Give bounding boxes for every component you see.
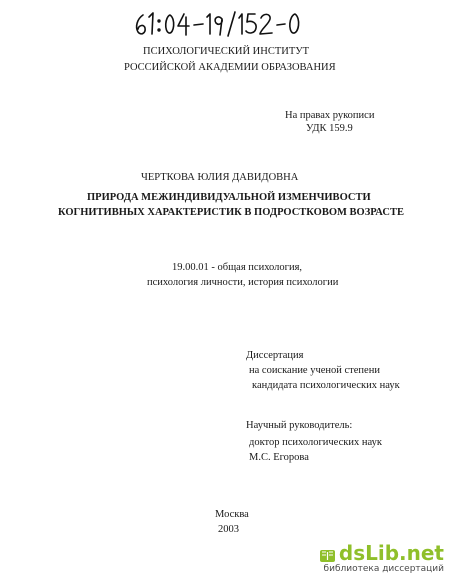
title-line-2: КОГНИТИВНЫХ ХАРАКТЕРИСТИК В ПОДРОСТКОВОМ ВОЗРАСТЕ	[58, 207, 404, 218]
watermark-logo	[319, 542, 444, 564]
author-name: ЧЕРТКОВА ЮЛИЯ ДАВИДОВНА	[141, 172, 299, 183]
degree-line-2: на соискание ученой степени	[249, 365, 380, 376]
specialty-line-2: психология личности, история психологии	[147, 277, 339, 288]
supervisor-name: М.С. Егорова	[249, 452, 309, 463]
handwritten-number-drawing	[132, 9, 304, 39]
city: Москва	[215, 509, 249, 520]
title-line-1: ПРИРОДА МЕЖИНДИВИДУАЛЬНОЙ ИЗМЕНЧИВОСТИ	[87, 192, 371, 203]
institute-line-2: РОССИЙСКОЙ АКАДЕМИИ ОБРАЗОВАНИЯ	[124, 62, 336, 73]
supervisor-label: Научный руководитель:	[246, 420, 353, 431]
degree-line-1: Диссертация	[246, 350, 304, 361]
manuscript-rights: На правах рукописи	[285, 110, 375, 121]
supervisor-degree: доктор психологических наук	[249, 437, 382, 448]
institute-line-1: ПСИХОЛОГИЧЕСКИЙ ИНСТИТУТ	[143, 46, 310, 57]
degree-line-3: кандидата психологических наук	[252, 380, 400, 391]
watermark-lib: Lib	[365, 541, 400, 565]
watermark	[323, 541, 444, 576]
specialty-line-1: 19.00.01 - общая психология,	[172, 262, 303, 273]
year: 2003	[218, 524, 239, 535]
book-icon	[319, 547, 336, 564]
handwritten-number	[132, 9, 304, 39]
watermark-net: .net	[399, 541, 444, 565]
udk-code: УДК 159.9	[306, 123, 353, 134]
watermark-ds: ds	[338, 541, 366, 565]
watermark-subtitle: библиотека диссертаций	[323, 564, 444, 574]
